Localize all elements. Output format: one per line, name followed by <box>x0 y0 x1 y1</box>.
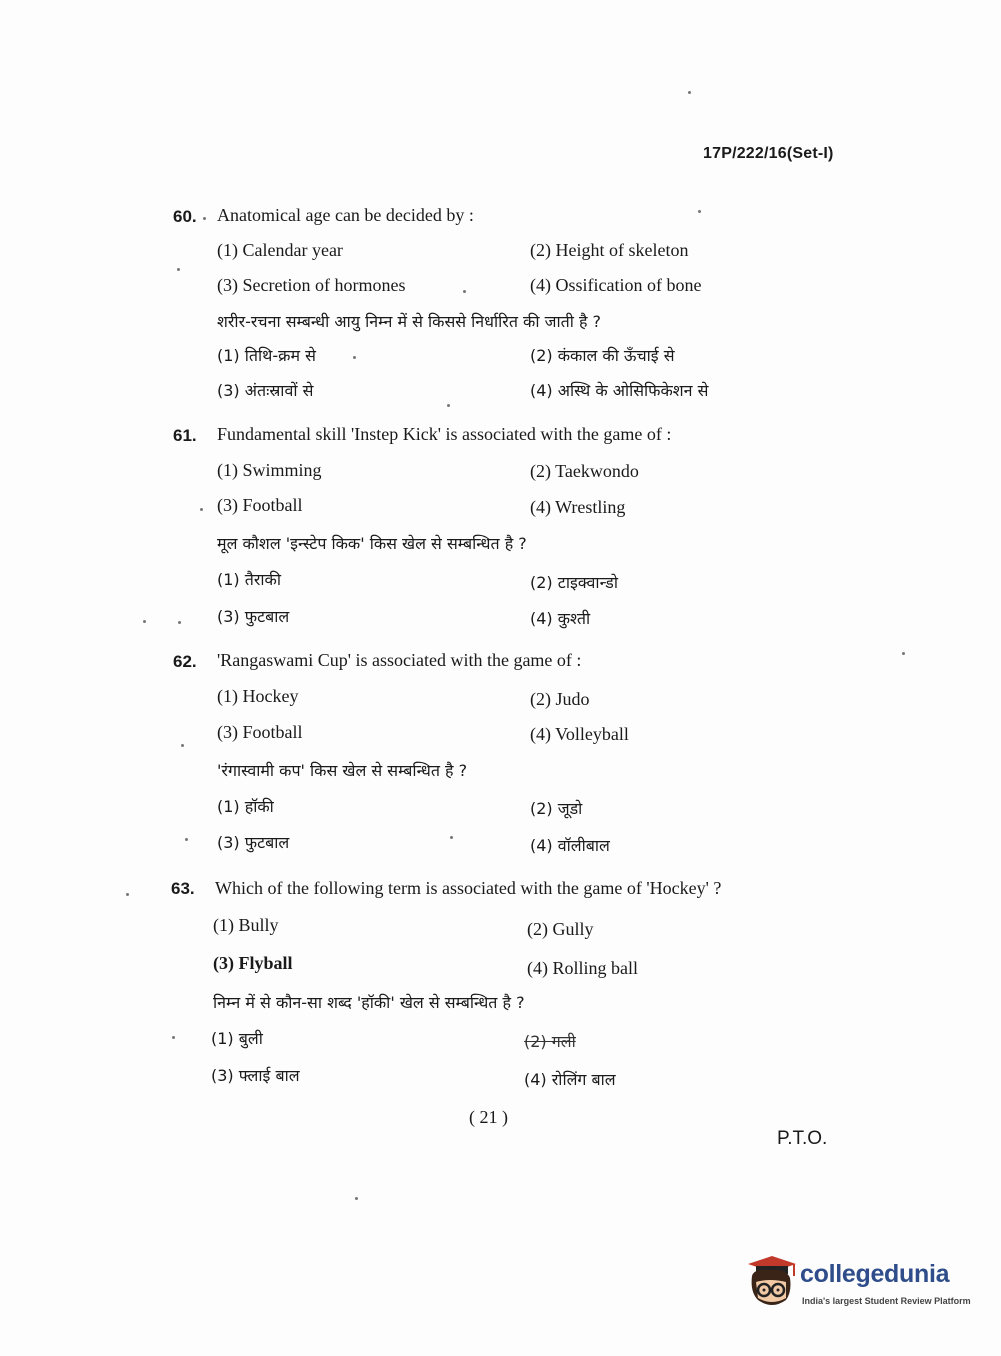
option-4: (4) Wrestling <box>530 497 626 517</box>
brand-name: collegedunia <box>800 1260 950 1288</box>
option-4: (4) Volleyball <box>530 724 629 744</box>
option-2: (2) Taekwondo <box>530 461 639 481</box>
option-3-hindi: (3) अंतःस्रावों से <box>217 381 314 400</box>
option-3: (3) Secretion of hormones <box>217 275 406 295</box>
option-1: (1) Calendar year <box>217 240 343 260</box>
question-text-hindi: 'रंगास्वामी कप' किस खेल से सम्बन्धित है ? <box>217 761 468 780</box>
question-text: Which of the following term is associated with the game of 'Hockey' ? <box>215 878 722 898</box>
question-number: 62. <box>173 652 197 671</box>
option-1: (1) Swimming <box>217 460 322 480</box>
option-4-hindi: (4) अस्थि के ओसिफिकेशन से <box>530 381 709 400</box>
option-4: (4) Rolling ball <box>527 958 638 978</box>
option-1: (1) Bully <box>213 915 279 935</box>
question-text: 'Rangaswami Cup' is associated with the game of : <box>217 650 582 670</box>
option-2: (2) Gully <box>527 919 594 939</box>
option-3: (3) Flyball <box>213 953 293 973</box>
question-text: Fundamental skill 'Instep Kick' is associated with the game of : <box>217 424 672 444</box>
option-2-hindi: (2) टाइक्वान्डो <box>530 573 619 592</box>
option-2: (2) Judo <box>530 689 590 709</box>
question-number: 63. <box>171 879 195 898</box>
option-2-hindi: (2) जूडो <box>530 799 583 818</box>
option-3-hindi: (3) फुटबाल <box>217 607 290 626</box>
mascot-icon <box>742 1252 798 1314</box>
option-1-hindi: (1) तैराकी <box>217 570 281 589</box>
collegedunia-logo <box>742 1252 972 1322</box>
question-number: 61. <box>173 426 197 445</box>
option-1-hindi: (1) हॉकी <box>217 797 274 816</box>
paper-code: 17P/222/16(Set-I) <box>703 145 834 162</box>
question-text: Anatomical age can be decided by : <box>217 205 474 225</box>
option-1-hindi: (1) तिथि-क्रम से <box>217 346 316 365</box>
option-1-hindi: (1) बुली <box>211 1029 263 1048</box>
option-3-hindi: (3) फुटबाल <box>217 833 290 852</box>
option-4-hindi: (4) वॉलीबाल <box>530 836 610 855</box>
option-4-hindi: (4) कुश्ती <box>530 609 591 628</box>
question-text-hindi: शरीर-रचना सम्बन्धी आयु निम्न में से किससे निर्धारित की जाती है ? <box>217 312 602 331</box>
option-3-hindi: (3) फ्लाई बाल <box>211 1066 300 1085</box>
question-text-hindi: मूल कौशल 'इन्स्टेप किक' किस खेल से सम्बन्धित है ? <box>217 534 527 553</box>
pto-label: P.T.O. <box>777 1128 828 1149</box>
question-text-hindi: निम्न में से कौन-सा शब्द 'हॉकी' खेल से सम्बन्धित है ? <box>213 993 525 1012</box>
question-number: 60. <box>173 207 197 226</box>
option-2-hindi-struck: (2) गली <box>524 1032 576 1051</box>
option-1: (1) Hockey <box>217 686 299 706</box>
page-number: ( 21 ) <box>469 1107 508 1127</box>
option-2: (2) Height of skeleton <box>530 240 689 260</box>
option-3: (3) Football <box>217 722 303 742</box>
option-4-hindi: (4) रोलिंग बाल <box>524 1070 616 1089</box>
option-4: (4) Ossification of bone <box>530 275 702 295</box>
option-2-hindi: (2) कंकाल की ऊँचाई से <box>530 346 675 365</box>
option-3: (3) Football <box>217 495 303 515</box>
brand-tagline: India's largest Student Review Platform <box>802 1296 971 1306</box>
